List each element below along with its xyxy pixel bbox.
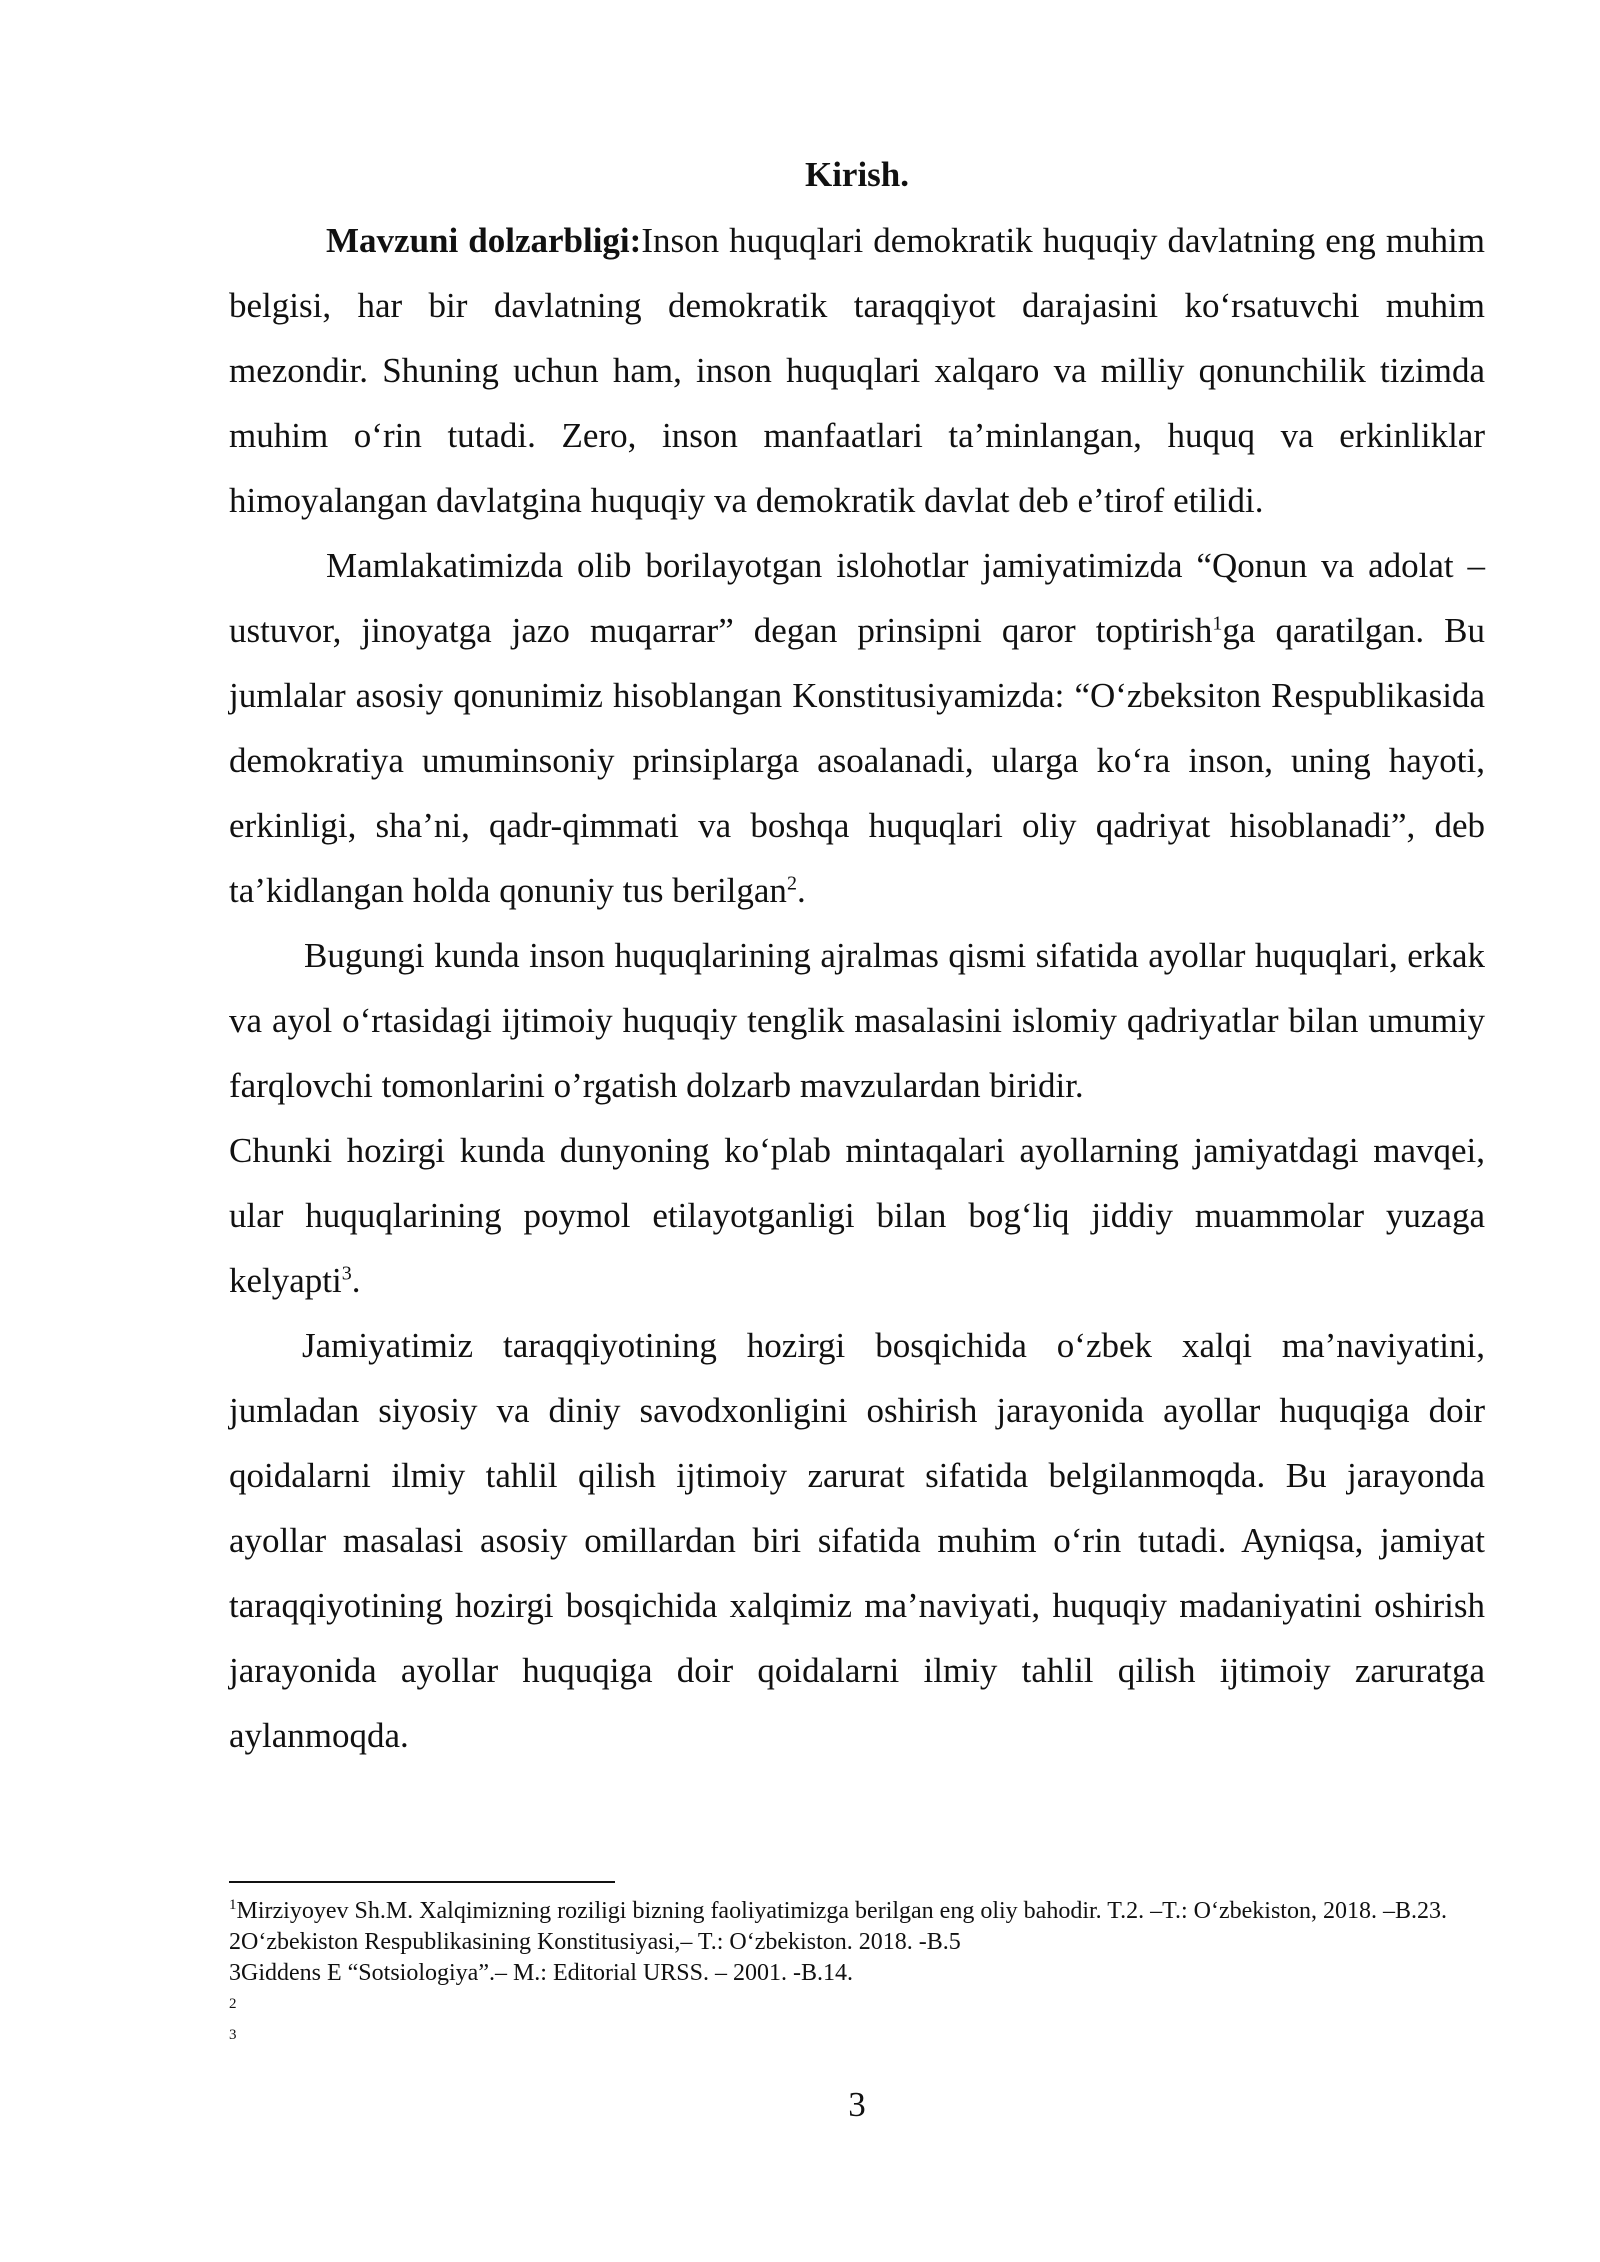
footnote-1-text: Mirziyoyev Sh.M. Xalqimizning roziligi bizning faoliyatimizga berilgan eng oliy bahodir. T.2. –T.: Oʻzbekiston, 2018. –B.23. (236, 1898, 1447, 1924)
page-number: 3 (848, 2085, 866, 2124)
footnote-ref-1[interactable]: 1 (1212, 612, 1223, 635)
society-text: Jamiyatimiz taraqqiyotining hozirgi bosqichida oʻzbek xalqi ma’naviyatini, jumladan siyosiy va diniy savodxonligini oshirish jarayonida ayollar huquqiga doir qoidalarni ilmiy tahlil qilish ijtimoiy zarurat sifatida belgilanmoqda. Bu jarayonda ayollar masalasi asosiy omillardan biri sifatida muhim oʻrin tutadi. Ayniqsa, jamiyat taraqqiyotining hozirgi bosqichida xalqimiz ma’naviyati, huquqiy madaniyatini oshirish jarayonida ayollar huquqiga doir qoidalarni ilmiy tahlil qilish ijtimoiy zaruratga aylanmoqda. (229, 1326, 1485, 1755)
page-title: Kirish. (804, 155, 910, 194)
paragraph-women-rights (229, 923, 1485, 1118)
paragraph-reforms (229, 533, 1485, 923)
body-text (229, 208, 1485, 1768)
footnote-ref-2[interactable]: 2 (786, 872, 797, 895)
footnotes (229, 1896, 1485, 2051)
problems-text: Chunki hozirgi kunda dunyoning koʻplab mintaqalari ayollarning jamiyatdagi mavqei, ular huquqlarining poymol etilayotganligi bilan bogʻliq jiddiy muammolar yuzaga kelyapti (229, 1131, 1485, 1300)
paragraph-relevance (229, 208, 1485, 533)
problems-text-end: . (351, 1261, 361, 1300)
paragraph-problems (229, 1118, 1485, 1313)
paragraph-society (229, 1313, 1485, 1768)
footnote-marker-3: 3 (229, 2027, 237, 2043)
reforms-text-a: Mamlakatimizda olib borilayotgan islohotlar jamiyatimizda “Qonun va adolat – ustuvor, jinoyatga jazo muqarrar” degan prinsipni qaror toptirish (229, 546, 1485, 650)
footnote-3: 3Giddens E “Sotsiologiya”.– M.: Editorial URSS. – 2001. -B.14. (229, 1960, 853, 1986)
footnote-1-marker: 1 (229, 1897, 237, 1913)
reforms-text-b: ga qaratilgan. Bu jumlalar asosiy qonunimiz hisoblangan Konstitusiyamizda: “Oʻzbeksiton Respublikasida demokratiya umuminsoniy prinsiplarga asoalanadi, ularga koʻra inson, uning hayoti, erkinligi, sha’ni, qadr-qimmati va boshqa huquqlari oliy qadriyat hisoblanadi”, deb ta’kidlangan holda qonuniy tus berilgan (229, 611, 1486, 910)
women-rights-text: Bugungi kunda inson huquqlarining ajralmas qismi sifatida ayollar huquqlari, erkak va ayol oʻrtasidagi ijtimoiy huquqiy tenglik masalasini islomiy qadriyatlar bilan umumiy farqlovchi tomonlarini o’rgatish dolzarb mavzulardan biridir. (229, 936, 1485, 1105)
footnote-ref-3[interactable]: 3 (341, 1262, 352, 1285)
footnote-1 (229, 1896, 1485, 1927)
relevance-label: Mavzuni dolzarbligi: (326, 221, 642, 260)
relevance-text: Inson huquqlari demokratik huquqiy davlatning eng muhim belgisi, har bir davlatning demokratik taraqqiyot darajasini koʻrsatuvchi muhim mezondir. Shuning uchun ham, inson huquqlari xalqaro va milliy qonunchilik tizimda muhim oʻrin tutadi. Zero, inson manfaatlari ta’minlangan, huquq va erkinliklar himoyalangan davlatgina huquqiy va demokratik davlat deb e’tirof etilidi. (229, 221, 1485, 520)
footnote-separator (229, 1881, 615, 1883)
footnote-2: 2Oʻzbekiston Respublikasining Konstitusiyasi,– T.: Oʻzbekiston. 2018. -B.5 (229, 1929, 961, 1955)
reforms-text-c: . (796, 871, 806, 910)
footnote-marker-2: 2 (229, 1996, 237, 2012)
